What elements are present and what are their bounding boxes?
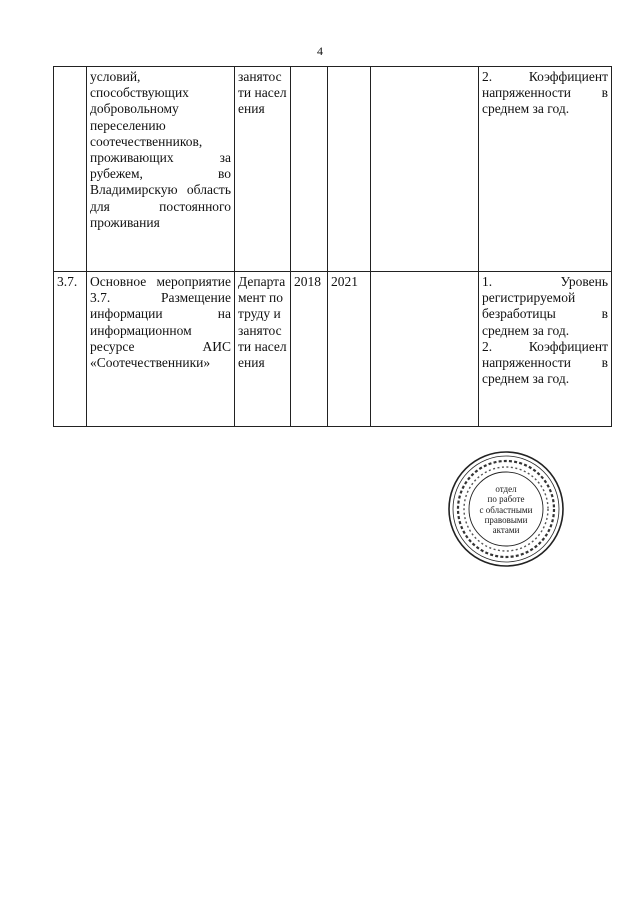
indicator-item: 1. Уровень регистрируемой безработицы в среднем за год.	[482, 274, 608, 338]
program-table	[53, 66, 612, 427]
stamp-line: отдел	[495, 484, 517, 494]
indicator-item: 2. Коэффициент напряженности в среднем за год.	[482, 338, 608, 387]
indicators-cell	[479, 272, 612, 427]
start-year-cell	[291, 67, 328, 272]
stamp-line: по работе	[487, 494, 525, 505]
result-cell	[371, 272, 479, 427]
activity-cell: условий, способствующих добровольному переселению соотечественников, проживающих за рубежем, во Владимирскую область для постоянного проживания	[87, 67, 235, 272]
page-number: 4	[317, 44, 323, 58]
indicators-cell: 2. Коэффициент напряженности в среднем за год.	[479, 67, 612, 272]
stamp-line: актами	[492, 525, 520, 536]
executor-cell: Департамент по труду и занятости населения	[235, 272, 291, 427]
row-number-cell	[54, 67, 87, 272]
table-row	[54, 272, 612, 427]
stamp-line: правовыми	[484, 515, 528, 526]
row-number-cell: 3.7.	[54, 272, 87, 427]
end-year-cell	[328, 67, 371, 272]
stamp-line: с областными	[479, 504, 533, 515]
executor-cell: занятости населения	[235, 67, 291, 272]
start-year-cell: 2018	[291, 272, 328, 427]
activity-cell: Основное мероприятие 3.7. Размещение информации на информационном ресурсе АИС «Соотечественники»	[87, 272, 235, 427]
end-year-cell: 2021	[328, 272, 371, 427]
stamp-text	[470, 484, 542, 536]
table-row	[54, 67, 612, 272]
result-cell	[371, 67, 479, 272]
